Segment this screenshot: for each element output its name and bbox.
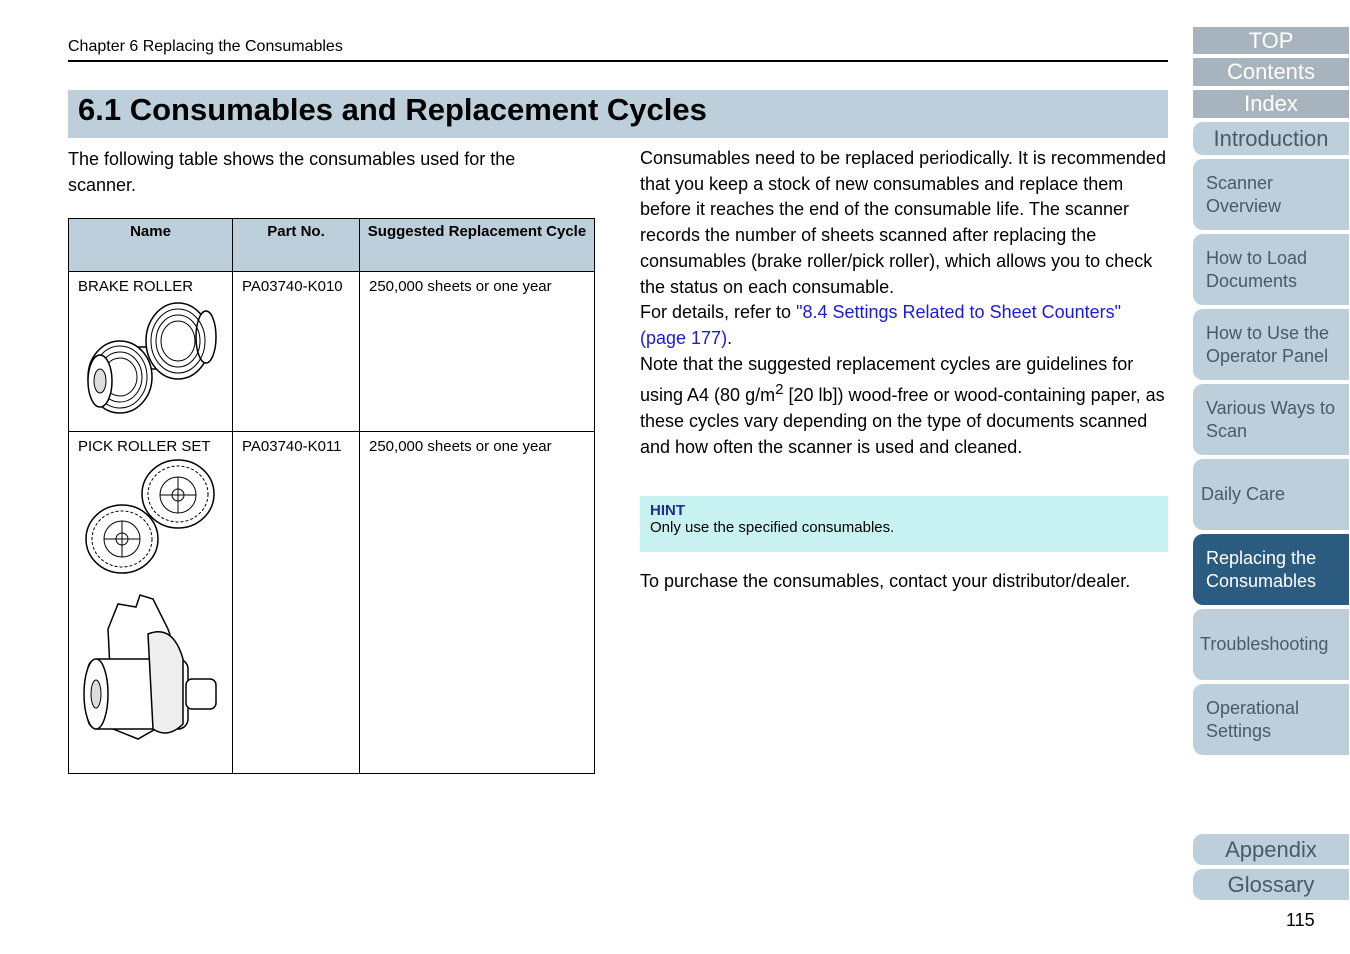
column-header-cycle: Suggested Replacement Cycle — [360, 219, 595, 272]
tab-operator-panel[interactable]: How to Use the Operator Panel — [1193, 309, 1349, 380]
tab-operational-settings[interactable]: Operational Settings — [1193, 684, 1349, 755]
purchase-text: To purchase the consumables, contact your distributor/dealer. — [640, 571, 1131, 591]
hint-title: HINT — [650, 502, 685, 519]
consumable-name: PICK ROLLER SET — [78, 438, 211, 455]
tab-scanner-overview[interactable]: Scanner Overview — [1193, 159, 1349, 230]
hint-box — [640, 496, 1168, 552]
tab-various-ways-to-scan[interactable]: Various Ways to Scan — [1193, 384, 1349, 455]
pick-roller-set-illustration — [78, 459, 223, 754]
note-text-b: [20 lb]) wood-free or wood-containing paper, as these cycles vary depending on the type of documents scanned and how often the scanner is used and cleaned. — [640, 385, 1165, 457]
intro-text: The following table shows the consumables used for the scanner. — [68, 149, 516, 195]
header-rule — [68, 60, 1168, 62]
title-bar — [68, 90, 1168, 138]
note-text-a: Note that the suggested replacement cycles are guidelines for using A4 (80 g/m — [640, 353, 1134, 406]
column-header-part-no: Part No. — [233, 219, 360, 272]
paragraph — [640, 352, 1170, 461]
consumables-table — [68, 218, 595, 774]
cell-name — [69, 432, 233, 774]
hint-text: Only use the specified consumables. — [650, 519, 895, 536]
paragraph — [640, 300, 1170, 351]
cell-part-no: PA03740-K011 — [233, 432, 360, 774]
cell-name — [69, 272, 233, 432]
paragraph: Consumables need to be replaced periodically. It is recommended that you keep a stock of new consumables and replace them before it reaches the end of the consumable life. The scanner records the number of sheets scanned after replacing the consumables (brake roller/pick roller), which allows you to check the status on each consumable. — [640, 148, 1166, 297]
index-button[interactable]: Index — [1193, 90, 1349, 118]
tab-introduction[interactable]: Introduction — [1193, 122, 1349, 155]
tab-daily-care[interactable]: Daily Care — [1193, 459, 1349, 530]
superscript: 2 — [775, 381, 784, 399]
reference-suffix: . — [727, 327, 733, 348]
tab-appendix[interactable]: Appendix — [1193, 834, 1349, 865]
tab-glossary[interactable]: Glossary — [1193, 869, 1349, 900]
body-text — [640, 146, 1170, 460]
table-row — [69, 432, 595, 774]
chapter-header: Chapter 6 Replacing the Consumables — [68, 38, 343, 55]
column-header-name: Name — [69, 219, 233, 272]
sheet-counters-link[interactable]: "8.4 Settings Related to Sheet Counters" (page 177) — [640, 302, 1122, 348]
table-row — [69, 272, 595, 432]
page-number: 115 — [1286, 910, 1315, 930]
cell-part-no: PA03740-K010 — [233, 272, 360, 432]
page-title: 6.1 Consumables and Replacement Cycles — [78, 92, 707, 127]
tab-how-to-load-documents[interactable]: How to Load Documents — [1193, 234, 1349, 305]
cell-cycle: 250,000 sheets or one year — [360, 272, 595, 432]
tab-replacing-consumables[interactable]: Replacing the Consumables — [1193, 534, 1349, 605]
contents-button[interactable]: Contents — [1193, 58, 1349, 86]
reference-prefix: For details, refer to — [640, 302, 797, 323]
consumable-name: BRAKE ROLLER — [78, 278, 194, 295]
tab-troubleshooting[interactable]: Troubleshooting — [1193, 609, 1349, 680]
brake-roller-illustration — [78, 299, 218, 414]
top-button[interactable]: TOP — [1193, 27, 1349, 54]
cell-cycle: 250,000 sheets or one year — [360, 432, 595, 774]
